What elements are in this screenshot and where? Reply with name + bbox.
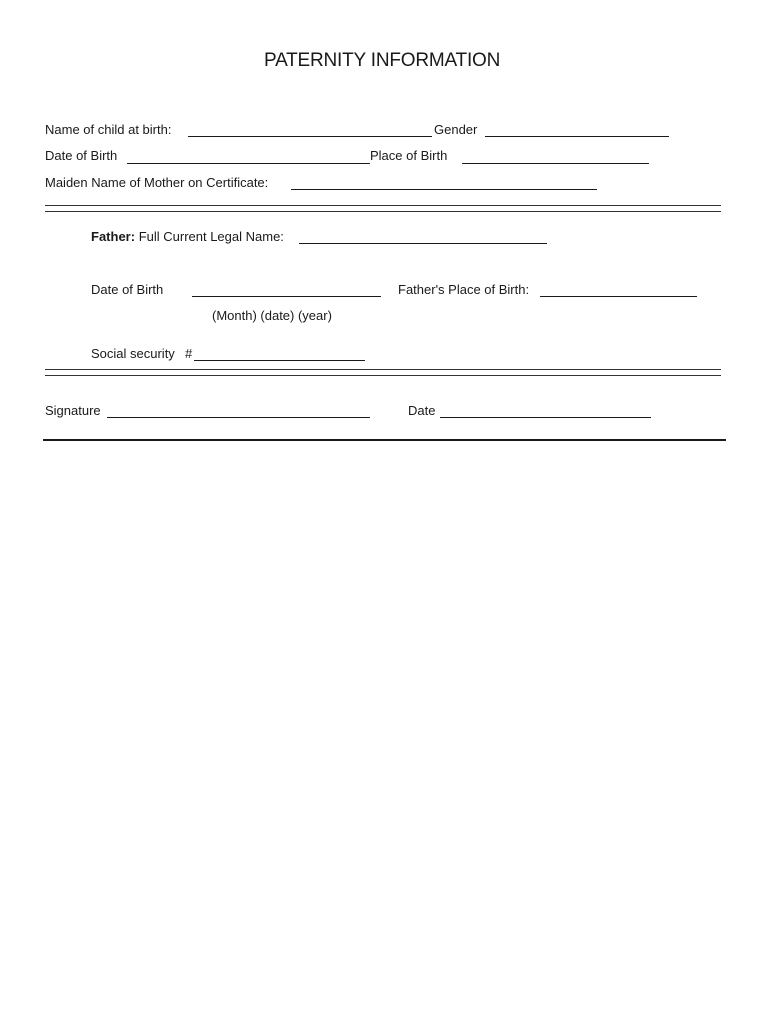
father-full-name-field[interactable] [299,243,547,244]
date-format-hint: (Month) (date) (year) [212,308,332,323]
child-name-field[interactable] [188,136,432,137]
father-place-of-birth-label: Father's Place of Birth: [398,282,530,297]
father-dob-label: Date of Birth [91,282,164,297]
sign-date-label: Date [408,403,436,418]
father-label: Father: [91,229,136,244]
ssn-hash: # [185,346,193,361]
section-separator-top [45,205,721,212]
child-name-label: Name of child at birth: [45,122,172,137]
signature-label: Signature [45,403,101,418]
child-place-of-birth-label: Place of Birth [370,148,448,163]
child-dob-label: Date of Birth [45,148,118,163]
child-dob-field[interactable] [127,163,370,164]
mother-maiden-name-field[interactable] [291,189,597,190]
section-separator-bottom [45,369,721,376]
child-place-of-birth-field[interactable] [462,163,649,164]
signature-field[interactable] [107,417,370,418]
mother-maiden-name-label: Maiden Name of Mother on Certificate: [45,175,269,190]
ssn-label: Social security [91,346,175,361]
father-place-of-birth-field[interactable] [540,296,697,297]
bottom-rule [43,439,726,441]
gender-label: Gender [434,122,478,137]
full-legal-name-label: Full Current Legal Name: [138,229,284,244]
ssn-field[interactable] [194,360,365,361]
sign-date-field[interactable] [440,417,651,418]
father-dob-field[interactable] [192,296,381,297]
father-name-label [91,229,284,244]
gender-field[interactable] [485,136,669,137]
page-title: PATERNITY INFORMATION [264,50,501,71]
